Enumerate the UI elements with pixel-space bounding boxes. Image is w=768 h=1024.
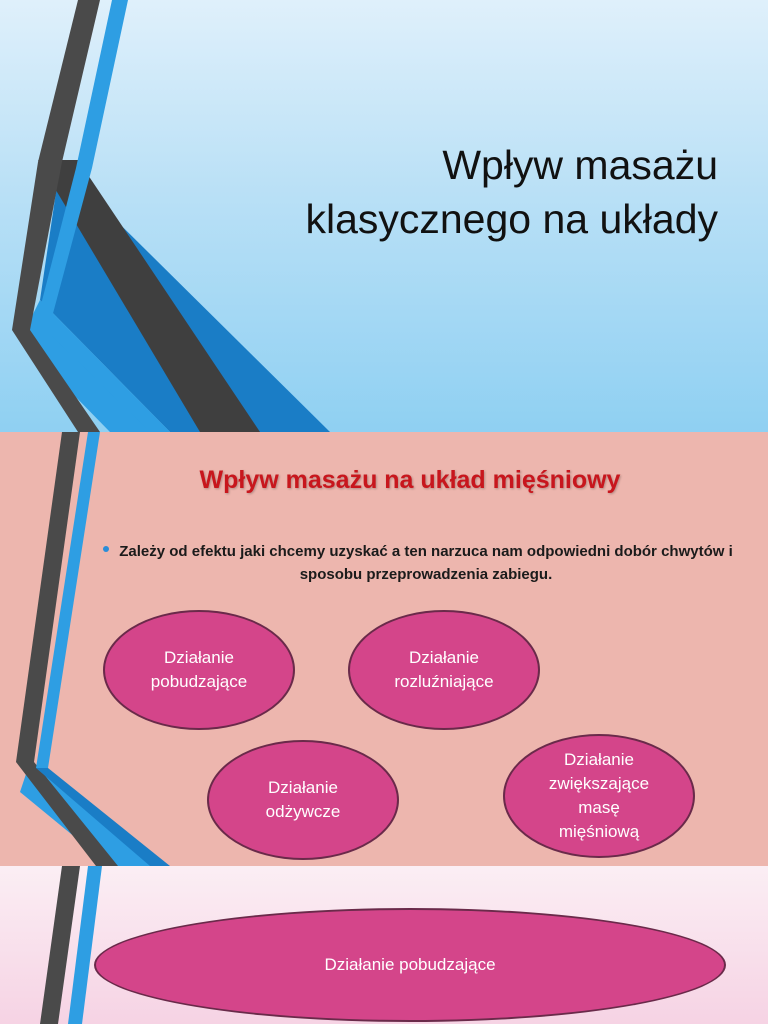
oval-line: rozluźniające [394,672,494,691]
oval-line: Działanie [409,648,479,667]
oval-line: odżywcze [265,802,341,821]
oval-line: masę [578,798,620,817]
oval-stimulating [103,610,295,730]
oval-nourishing [207,740,399,860]
slide-title [0,0,768,432]
oval-line: pobudzające [150,672,248,691]
oval-label: Działanie pobudzające [324,955,496,974]
oval-line: Działanie [564,750,634,769]
title-line-2: klasycznego na układy [305,196,718,242]
oval-line: zwiększające [548,774,650,793]
slide-muscular-system [0,432,768,866]
oval-relaxing [348,610,540,730]
slide-title-text [198,138,718,246]
oval-line: Działanie [268,778,338,797]
oval-line: mięśniową [558,822,640,841]
title-line-1: Wpływ masażu [442,142,718,188]
oval-stimulating-large [94,908,726,1022]
bullet-text: Zależy od efektu jaki chcemy uzyskać a ten narzuca nam odpowiedni dobór chwytów i sposobu przeprowadzenia zabiegu. [119,543,733,583]
oval-mass-increasing [503,734,695,858]
slide-heading: Wpływ masażu na układ mięśniowy [199,466,621,494]
oval-line: Działanie [164,648,234,667]
slide-stimulating [0,866,768,1024]
